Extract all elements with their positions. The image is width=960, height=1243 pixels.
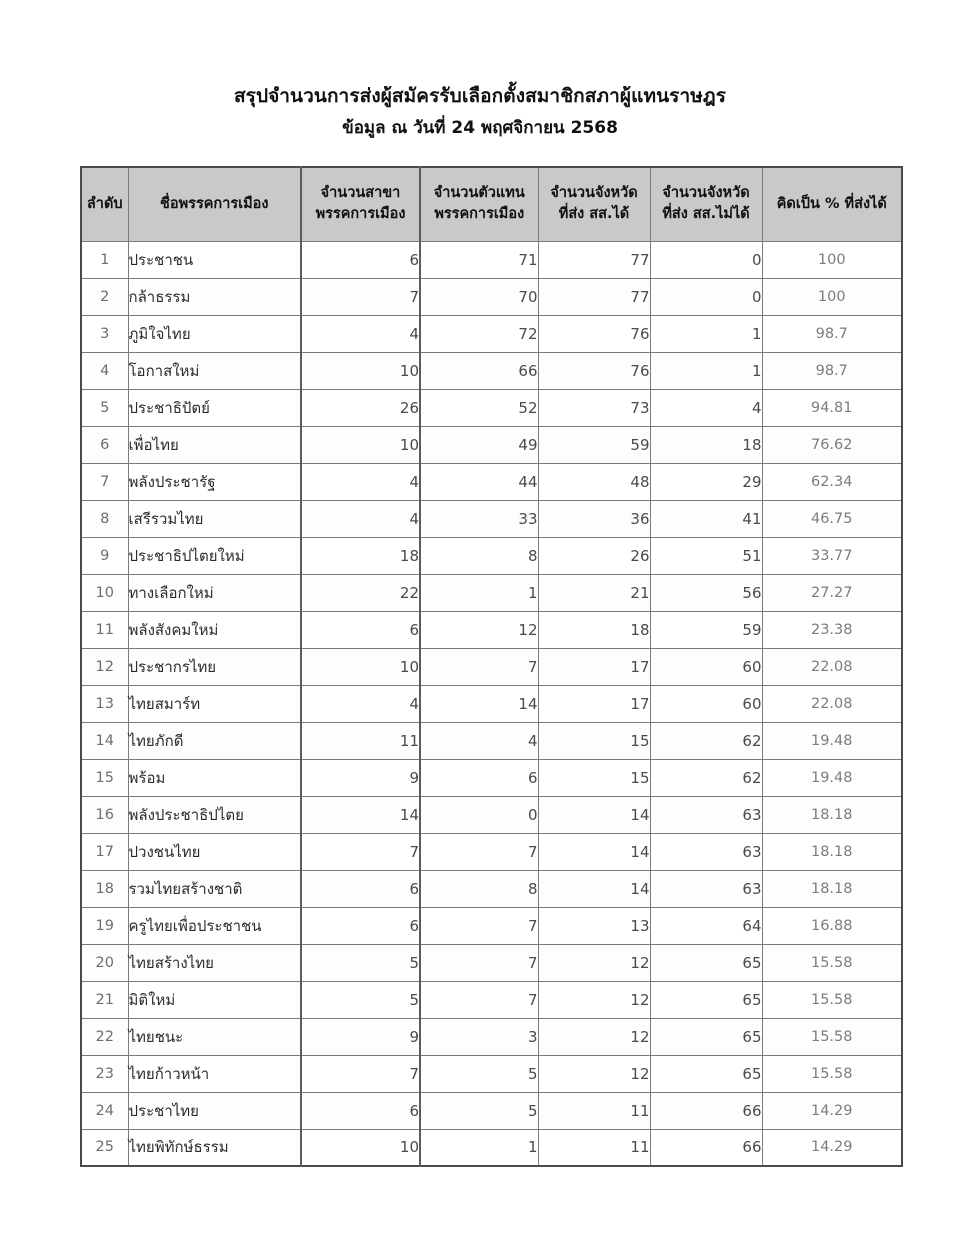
cell-representative-count: 49	[420, 426, 538, 463]
table-row	[81, 1055, 902, 1092]
cell-provinces-eligible: 48	[538, 463, 650, 500]
header-line: ลำดับ	[86, 195, 123, 212]
cell-party-name: ครูไทยเพื่อประชาชน	[128, 907, 301, 944]
cell-branch-count: 22	[301, 574, 420, 611]
cell-branch-count: 10	[301, 1129, 420, 1166]
page-title: สรุปจำนวนการส่งผู้สมัครรับเลือกตั้งสมาชิกสภาผู้แทนราษฎร	[233, 85, 727, 107]
cell-representative-count: 7	[420, 944, 538, 981]
cell-party-name: ประชาธิปัตย์	[128, 389, 301, 426]
cell-provinces-not-eligible: 62	[650, 759, 762, 796]
cell-branch-count: 4	[301, 463, 420, 500]
cell-provinces-eligible: 76	[538, 352, 650, 389]
header-line: จำนวนตัวแทน	[433, 185, 525, 202]
cell-percent-eligible: 19.48	[762, 722, 902, 759]
cell-party-name: ไทยชนะ	[128, 1018, 301, 1055]
header-line: จำนวนสาขา	[320, 185, 401, 202]
cell-provinces-eligible: 36	[538, 500, 650, 537]
cell-rank: 19	[81, 907, 128, 944]
cell-provinces-eligible: 11	[538, 1092, 650, 1129]
cell-provinces-eligible: 14	[538, 833, 650, 870]
cell-provinces-not-eligible: 63	[650, 870, 762, 907]
cell-party-name: โอกาสใหม่	[128, 352, 301, 389]
cell-provinces-not-eligible: 56	[650, 574, 762, 611]
cell-party-name: ไทยภักดี	[128, 722, 301, 759]
cell-representative-count: 1	[420, 574, 538, 611]
cell-rank: 8	[81, 500, 128, 537]
header-line: ที่ส่ง สส.ได้	[558, 206, 630, 223]
cell-provinces-not-eligible: 66	[650, 1129, 762, 1166]
cell-branch-count: 6	[301, 1092, 420, 1129]
cell-representative-count: 33	[420, 500, 538, 537]
cell-representative-count: 70	[420, 278, 538, 315]
table-row	[81, 537, 902, 574]
cell-percent-eligible: 33.77	[762, 537, 902, 574]
cell-provinces-not-eligible: 63	[650, 833, 762, 870]
cell-percent-eligible: 62.34	[762, 463, 902, 500]
cell-provinces-not-eligible: 51	[650, 537, 762, 574]
cell-representative-count: 7	[420, 648, 538, 685]
cell-provinces-not-eligible: 60	[650, 685, 762, 722]
table-row	[81, 241, 902, 278]
cell-percent-eligible: 46.75	[762, 500, 902, 537]
table-row	[81, 463, 902, 500]
cell-branch-count: 5	[301, 981, 420, 1018]
cell-percent-eligible: 22.08	[762, 648, 902, 685]
cell-provinces-eligible: 17	[538, 685, 650, 722]
cell-rank: 1	[81, 241, 128, 278]
table-row	[81, 870, 902, 907]
cell-branch-count: 10	[301, 352, 420, 389]
cell-branch-count: 6	[301, 241, 420, 278]
table-row	[81, 722, 902, 759]
table-row	[81, 352, 902, 389]
table-row	[81, 981, 902, 1018]
cell-party-name: มิติใหม่	[128, 981, 301, 1018]
header-line: ชื่อพรรคการเมือง	[160, 195, 269, 212]
cell-representative-count: 5	[420, 1092, 538, 1129]
cell-percent-eligible: 98.7	[762, 352, 902, 389]
cell-party-name: เสรีรวมไทย	[128, 500, 301, 537]
cell-rank: 10	[81, 574, 128, 611]
cell-party-name: รวมไทยสร้างชาติ	[128, 870, 301, 907]
table-row	[81, 611, 902, 648]
table-body	[81, 241, 902, 1166]
cell-representative-count: 6	[420, 759, 538, 796]
cell-branch-count: 14	[301, 796, 420, 833]
cell-rank: 3	[81, 315, 128, 352]
cell-provinces-not-eligible: 0	[650, 241, 762, 278]
cell-provinces-not-eligible: 0	[650, 278, 762, 315]
cell-rank: 23	[81, 1055, 128, 1092]
cell-percent-eligible: 14.29	[762, 1092, 902, 1129]
cell-percent-eligible: 16.88	[762, 907, 902, 944]
cell-rank: 14	[81, 722, 128, 759]
cell-branch-count: 9	[301, 1018, 420, 1055]
cell-provinces-not-eligible: 4	[650, 389, 762, 426]
cell-rank: 12	[81, 648, 128, 685]
column-header-representative-count	[420, 167, 538, 241]
cell-percent-eligible: 18.18	[762, 870, 902, 907]
column-header-branch-count	[301, 167, 420, 241]
cell-rank: 18	[81, 870, 128, 907]
cell-percent-eligible: 76.62	[762, 426, 902, 463]
cell-branch-count: 9	[301, 759, 420, 796]
cell-provinces-eligible: 73	[538, 389, 650, 426]
header-line: จำนวนจังหวัด	[550, 185, 638, 202]
cell-rank: 6	[81, 426, 128, 463]
cell-rank: 25	[81, 1129, 128, 1166]
cell-party-name: ประชาชน	[128, 241, 301, 278]
table-row	[81, 907, 902, 944]
cell-provinces-eligible: 12	[538, 1018, 650, 1055]
cell-percent-eligible: 14.29	[762, 1129, 902, 1166]
cell-rank: 24	[81, 1092, 128, 1129]
header-line: พรรคการเมือง	[315, 206, 406, 223]
cell-rank: 9	[81, 537, 128, 574]
cell-party-name: พลังประชาธิปไตย	[128, 796, 301, 833]
cell-percent-eligible: 94.81	[762, 389, 902, 426]
cell-rank: 22	[81, 1018, 128, 1055]
column-header-percent-eligible	[762, 167, 902, 241]
cell-branch-count: 6	[301, 611, 420, 648]
cell-provinces-eligible: 76	[538, 315, 650, 352]
cell-provinces-not-eligible: 41	[650, 500, 762, 537]
cell-branch-count: 7	[301, 278, 420, 315]
page-subtitle-date: ข้อมูล ณ วันที่ 24 พฤศจิกายน 2568	[342, 117, 618, 138]
cell-branch-count: 26	[301, 389, 420, 426]
cell-provinces-eligible: 14	[538, 870, 650, 907]
table-row	[81, 389, 902, 426]
table-container	[80, 166, 887, 1167]
cell-percent-eligible: 98.7	[762, 315, 902, 352]
cell-party-name: ไทยพิทักษ์ธรรม	[128, 1129, 301, 1166]
cell-representative-count: 8	[420, 870, 538, 907]
cell-branch-count: 4	[301, 315, 420, 352]
cell-rank: 7	[81, 463, 128, 500]
cell-provinces-not-eligible: 18	[650, 426, 762, 463]
cell-provinces-not-eligible: 64	[650, 907, 762, 944]
cell-percent-eligible: 18.18	[762, 796, 902, 833]
cell-rank: 11	[81, 611, 128, 648]
cell-provinces-eligible: 26	[538, 537, 650, 574]
cell-percent-eligible: 15.58	[762, 1018, 902, 1055]
cell-representative-count: 0	[420, 796, 538, 833]
cell-percent-eligible: 23.38	[762, 611, 902, 648]
cell-rank: 5	[81, 389, 128, 426]
table-row	[81, 315, 902, 352]
cell-party-name: พลังประชารัฐ	[128, 463, 301, 500]
cell-provinces-eligible: 11	[538, 1129, 650, 1166]
table-row	[81, 759, 902, 796]
cell-representative-count: 66	[420, 352, 538, 389]
cell-provinces-not-eligible: 65	[650, 1055, 762, 1092]
cell-representative-count: 71	[420, 241, 538, 278]
cell-provinces-eligible: 12	[538, 944, 650, 981]
table-row	[81, 500, 902, 537]
cell-percent-eligible: 27.27	[762, 574, 902, 611]
cell-branch-count: 10	[301, 426, 420, 463]
cell-party-name: พลังสังคมใหม่	[128, 611, 301, 648]
cell-representative-count: 7	[420, 907, 538, 944]
cell-rank: 17	[81, 833, 128, 870]
cell-party-name: ไทยสร้างไทย	[128, 944, 301, 981]
column-header-provinces-not-eligible	[650, 167, 762, 241]
table-row	[81, 1129, 902, 1166]
cell-rank: 2	[81, 278, 128, 315]
cell-party-name: พร้อม	[128, 759, 301, 796]
cell-percent-eligible: 19.48	[762, 759, 902, 796]
cell-branch-count: 7	[301, 1055, 420, 1092]
cell-provinces-eligible: 15	[538, 722, 650, 759]
cell-provinces-not-eligible: 1	[650, 352, 762, 389]
cell-provinces-eligible: 59	[538, 426, 650, 463]
cell-provinces-eligible: 12	[538, 1055, 650, 1092]
cell-rank: 20	[81, 944, 128, 981]
cell-percent-eligible: 22.08	[762, 685, 902, 722]
cell-party-name: ประชากรไทย	[128, 648, 301, 685]
title-block	[0, 0, 960, 140]
header-line: จำนวนจังหวัด	[662, 185, 750, 202]
cell-provinces-eligible: 15	[538, 759, 650, 796]
cell-representative-count: 14	[420, 685, 538, 722]
cell-representative-count: 72	[420, 315, 538, 352]
column-header-rank	[81, 167, 128, 241]
cell-provinces-not-eligible: 1	[650, 315, 762, 352]
table-row	[81, 648, 902, 685]
cell-representative-count: 5	[420, 1055, 538, 1092]
cell-provinces-not-eligible: 29	[650, 463, 762, 500]
cell-representative-count: 44	[420, 463, 538, 500]
cell-branch-count: 5	[301, 944, 420, 981]
cell-party-name: ปวงชนไทย	[128, 833, 301, 870]
cell-percent-eligible: 15.58	[762, 1055, 902, 1092]
cell-provinces-eligible: 77	[538, 241, 650, 278]
cell-provinces-not-eligible: 59	[650, 611, 762, 648]
cell-representative-count: 1	[420, 1129, 538, 1166]
table-row	[81, 1018, 902, 1055]
table-row	[81, 796, 902, 833]
cell-representative-count: 52	[420, 389, 538, 426]
cell-rank: 13	[81, 685, 128, 722]
cell-representative-count: 7	[420, 833, 538, 870]
table-row	[81, 685, 902, 722]
candidate-summary-table	[80, 166, 903, 1167]
cell-representative-count: 12	[420, 611, 538, 648]
table-header	[81, 167, 902, 241]
cell-provinces-eligible: 77	[538, 278, 650, 315]
cell-provinces-not-eligible: 60	[650, 648, 762, 685]
header-row	[81, 167, 902, 241]
header-line: ที่ส่ง สส.ไม่ได้	[662, 206, 750, 223]
cell-rank: 16	[81, 796, 128, 833]
cell-provinces-not-eligible: 65	[650, 981, 762, 1018]
cell-branch-count: 4	[301, 500, 420, 537]
cell-branch-count: 6	[301, 907, 420, 944]
cell-percent-eligible: 15.58	[762, 944, 902, 981]
table-row	[81, 944, 902, 981]
cell-representative-count: 7	[420, 981, 538, 1018]
cell-branch-count: 10	[301, 648, 420, 685]
table-row	[81, 278, 902, 315]
cell-party-name: ไทยก้าวหน้า	[128, 1055, 301, 1092]
cell-party-name: ประชาไทย	[128, 1092, 301, 1129]
table-row	[81, 1092, 902, 1129]
table-row	[81, 574, 902, 611]
cell-rank: 21	[81, 981, 128, 1018]
cell-representative-count: 4	[420, 722, 538, 759]
cell-provinces-not-eligible: 62	[650, 722, 762, 759]
cell-provinces-not-eligible: 63	[650, 796, 762, 833]
cell-branch-count: 18	[301, 537, 420, 574]
cell-branch-count: 11	[301, 722, 420, 759]
cell-percent-eligible: 100	[762, 241, 902, 278]
cell-rank: 15	[81, 759, 128, 796]
cell-rank: 4	[81, 352, 128, 389]
header-line: พรรคการเมือง	[434, 206, 525, 223]
cell-party-name: กล้าธรรม	[128, 278, 301, 315]
cell-party-name: ทางเลือกใหม่	[128, 574, 301, 611]
cell-provinces-eligible: 17	[538, 648, 650, 685]
cell-branch-count: 4	[301, 685, 420, 722]
cell-representative-count: 8	[420, 537, 538, 574]
header-line: คิดเป็น % ที่ส่งได้	[776, 195, 887, 212]
cell-percent-eligible: 100	[762, 278, 902, 315]
cell-provinces-eligible: 13	[538, 907, 650, 944]
cell-provinces-not-eligible: 65	[650, 944, 762, 981]
cell-party-name: เพื่อไทย	[128, 426, 301, 463]
cell-provinces-eligible: 12	[538, 981, 650, 1018]
cell-branch-count: 6	[301, 870, 420, 907]
cell-provinces-not-eligible: 66	[650, 1092, 762, 1129]
cell-party-name: ประชาธิปไตยใหม่	[128, 537, 301, 574]
cell-party-name: ภูมิใจไทย	[128, 315, 301, 352]
cell-provinces-eligible: 18	[538, 611, 650, 648]
column-header-party-name	[128, 167, 301, 241]
cell-provinces-eligible: 14	[538, 796, 650, 833]
cell-branch-count: 7	[301, 833, 420, 870]
table-row	[81, 426, 902, 463]
cell-provinces-eligible: 21	[538, 574, 650, 611]
cell-representative-count: 3	[420, 1018, 538, 1055]
cell-provinces-not-eligible: 65	[650, 1018, 762, 1055]
cell-percent-eligible: 15.58	[762, 981, 902, 1018]
column-header-provinces-eligible	[538, 167, 650, 241]
table-row	[81, 833, 902, 870]
cell-party-name: ไทยสมาร์ท	[128, 685, 301, 722]
cell-percent-eligible: 18.18	[762, 833, 902, 870]
